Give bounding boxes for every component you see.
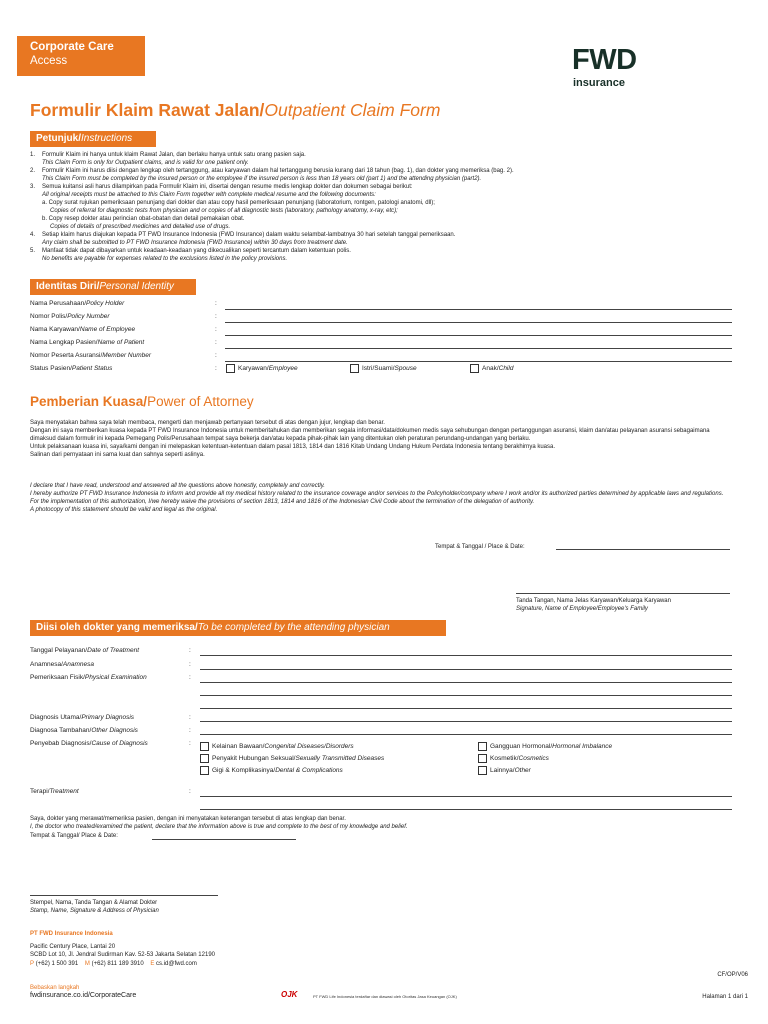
physician-place-date-field[interactable] — [152, 839, 296, 840]
employee-signature-caption: Tanda Tangan, Nama Jelas Karyawan/Keluarga Karyawan Signature, Name of Employee/Employee's Family — [516, 598, 671, 612]
employee-name-field[interactable] — [225, 335, 732, 336]
poa-text-id: Saya menyatakan bahwa saya telah membaca, mengerti dan menjawab pertanyaan tersebut di atas dengan jujur, lengkap dan benar. Dengan ini saya memberikan kuasa kepada PT FWD Insurance Indonesia untuk memberitahukan dan memberikan segala informasi/data/dokumen medis saya sehubungan dengan pertanggungan asuransi, klaim dan/atau pelayanan asuransi sebagaimana dimaksud dalam formulir ini kepada Pemegang Polis/Perusahaan tempat saya bekerja dan/atau kepada pihak-pihak lain yang ditentukan oleh peraturan perundang-undangan yang berlaku. Untuk pelaksanaan kuasa ini, saya/kami dengan ini melepaskan ketentuan-ketentuan dalam pasal 1813, 1814 dan 1816 Kitab Undang Undang Hukum Perdata Indonesia tentang berakhirnya kuasa. Salinan dari pernyataan ini sama kuat dan sahnya seperti aslinya. — [30, 420, 710, 458]
cause-std[interactable]: Penyakit Hubungan Seksual/Sexually Transmitted Diseases — [200, 754, 384, 763]
title-id: Formulir Klaim Rawat Jalan/ — [30, 100, 265, 120]
patient-name-field[interactable] — [225, 348, 732, 349]
status-option-employee[interactable]: Karyawan/Employee — [226, 364, 298, 373]
field-label-policy-holder: Nama Perusahaan/Policy Holder — [30, 300, 125, 307]
page-number: Halaman 1 dari 1 — [702, 994, 748, 1000]
physician-place-date-label: Tempat & Tanggal/ Place & Date: — [30, 833, 118, 839]
physical-exam-field-2[interactable] — [200, 695, 732, 696]
poa-place-date-label: Tempat & Tanggal / Place & Date: — [435, 544, 525, 550]
physician-signature-line[interactable] — [30, 895, 218, 896]
treatment-field[interactable] — [200, 796, 732, 797]
ojk-logo: OJK — [281, 990, 298, 999]
footer-phone: (+62) 1 500 391 — [35, 961, 79, 967]
date-of-treatment-field[interactable] — [200, 655, 732, 656]
field-label-other-diagnosis: Diagnosa Tambahan/Other Diagnosis — [30, 727, 138, 734]
field-label-anamnesa: Anamnesa/Anamnesa — [30, 661, 94, 668]
checkbox-icon[interactable] — [350, 364, 359, 373]
cause-other[interactable]: Lainnya/Other — [478, 766, 531, 775]
badge-sub: Access — [30, 55, 68, 67]
corporate-care-badge — [17, 36, 145, 76]
title-en: Outpatient Claim Form — [264, 100, 441, 120]
employee-signature-line[interactable] — [516, 593, 730, 594]
cause-dental[interactable]: Gigi & Komplikasinya/Dental & Complications — [200, 766, 343, 775]
other-diagnosis-field[interactable] — [200, 734, 732, 735]
footer-address: PT FWD Insurance Indonesia Pacific Century Place, Lantai 20 SCBD Lot 10, Jl. Jendral Sudirman Kav. 52-53 Jakarta Selatan 12190 P (+62) 1 500 391 M (+62) 811 189 3910 E cs.id@fwd.com — [30, 931, 215, 967]
field-label-patient-status: Status Pasien/Patient Status — [30, 365, 113, 372]
badge-title: Corporate Care — [30, 41, 114, 53]
checkbox-icon[interactable] — [478, 754, 487, 763]
poa-title: Pemberian Kuasa/Power of Attorney — [30, 394, 254, 409]
poa-text-en: I declare that I have read, understood and answered all the questions above honestly, completely and correctly. I hereby authorize PT FWD Insurance Indonesia to inform and provide all my medical history related to the insurance coverage and/or services to the Policyholder/company where I work and/or its authorized parties determined by applicable laws and regulations. For the implementation of this authorization, I/we hereby waive the provisions of section 1813, 1814 and 1816 of the Indonesian Civil Code about the termination of the delegation of authority. A photocopy of this statement should be valid and legal as the original. — [30, 483, 724, 513]
physician-header: Diisi oleh dokter yang memeriksa/To be completed by the attending physician — [30, 620, 446, 636]
cause-cosmetics[interactable]: Kosmetik/Cosmetics — [478, 754, 549, 763]
poa-place-date-field[interactable] — [556, 549, 730, 550]
checkbox-icon[interactable] — [226, 364, 235, 373]
field-label-employee-name: Nama Karyawan/Name of Employee — [30, 326, 136, 333]
field-label-member-number: Nomor Peserta Asuransi/Member Number — [30, 352, 152, 359]
field-label-cause-of-diagnosis: Penyebab Diagnosis/Cause of Diagnosis — [30, 740, 148, 747]
field-label-patient-name: Nama Lengkap Pasien/Name of Patient — [30, 339, 145, 346]
footer-tagline: Bebaskan langkah — [30, 985, 80, 991]
instructions-header: Petunjuk/Instructions — [30, 131, 156, 147]
physical-exam-field[interactable] — [200, 682, 732, 683]
page-title — [30, 100, 440, 121]
footer-website-link[interactable]: fwdinsurance.co.id/CorporateCare — [30, 992, 137, 999]
policy-number-field[interactable] — [225, 322, 732, 323]
field-label-physical-exam: Pemeriksaan Fisik/Physical Examination — [30, 674, 147, 681]
field-label-date-of-treatment: Tanggal Pelayanan/Date of Treatment — [30, 647, 140, 654]
checkbox-icon[interactable] — [200, 742, 209, 751]
checkbox-icon[interactable] — [470, 364, 479, 373]
status-option-spouse[interactable]: Istri/Suami/Spouse — [350, 364, 417, 373]
footer-web — [30, 984, 136, 1000]
footer-mobile: (+62) 811 189 3910 — [91, 961, 144, 967]
cause-congenital[interactable]: Kelainan Bawaan/Congenital Diseases/Disorders — [200, 742, 354, 751]
checkbox-icon[interactable] — [200, 754, 209, 763]
anamnesa-field[interactable] — [200, 669, 732, 670]
physical-exam-field-3[interactable] — [200, 708, 732, 709]
instructions-list: 1. Formulir Klaim ini hanya untuk klaim Rawat Jalan, dan berlaku hanya untuk satu orang pasien saja. This Claim Form is only for Outpatient claims, and is valid for one patient only. 2. Formulir Klaim ini harus diisi dengan lengkap oleh tertanggung, atau karyawan dalam hal tertanggung berusia kurang dari 18 tahun (bag. 1), dan dokter yang memeriksa (bag. 2). This Claim Form must be completed by the insured person or the employee if the insured person is less than 18 years old (part 1) and the attending physician (part2). 3. Semua kuitansi asli harus dilampirkan pada Formulir Klaim ini, disertai dengan resume medis lengkap dokter dan dokumen sebagai berikut: All original receipts must be attached to this Claim Form together with complete medical resume and the following documents: a. Copy surat rujukan pemeriksaan penunjang dari dokter dan atau copy hasil pemeriksaan penunjang (laboratorium, rontgen, patologi anatomi, dll); Copies of referral for diagnostic tests from physician and or copies of all diagnostic tests (laboratory, pathology anatomy, x-ray, etc); b. Copy resep dokter atau perincian obat-obatan dan detail pemakaian obat. Copies of details of prescribed medicines and detailed use of drugs. 4. Setiap klaim harus diajukan kepada PT FWD Insurance Indonesia (FWD Insurance) dalam waktu selambat-lambatnya 30 hari setelah tanggal pemeriksaan. Any claim shall be submitted to PT FWD Insurance Indonesia (FWD Insurance) within 30 days from treatment date. 5. Manfaat tidak dapat dibayarkan untuk keadaan-keadaan yang dikecualikan seperti tercantum dalam ketentuan polis. No benefits are payable for expenses related to the exclusions listed in the policy provisions. — [30, 152, 514, 262]
logo-text: FWD — [572, 44, 637, 76]
field-label-primary-diagnosis: Diagnosis Utama/Primary Diagnosis — [30, 714, 135, 721]
status-option-child[interactable]: Anak/Child — [470, 364, 513, 373]
field-label-treatment: Terapi/Treatment — [30, 788, 79, 795]
checkbox-icon[interactable] — [200, 766, 209, 775]
form-code: CF/OP/V06 — [717, 972, 748, 978]
member-number-field[interactable] — [225, 361, 732, 362]
logo-sub: insurance — [573, 77, 625, 89]
physician-signature-caption: Stempel, Nama, Tanda Tangan & Alamat Dokter Stamp, Name, Signature & Address of Physician — [30, 900, 159, 914]
primary-diagnosis-field[interactable] — [200, 721, 732, 722]
identity-header: Identitas Diri/Personal Identity — [30, 279, 196, 295]
treatment-field-2[interactable] — [200, 809, 732, 810]
footer-email: cs.id@fwd.com — [156, 961, 197, 967]
cause-hormonal[interactable]: Gangguan Hormonal/Hormonal Imbalance — [478, 742, 612, 751]
policy-holder-field[interactable] — [225, 309, 732, 310]
field-label-policy-number: Nomor Polis/Policy Number — [30, 313, 110, 320]
ojk-statement: PT FWD Life Indonesia terdaftar dan diawasi oleh Otoritas Jasa Keuangan (OJK) — [313, 994, 457, 999]
fwd-logo — [572, 46, 672, 92]
checkbox-icon[interactable] — [478, 742, 487, 751]
physician-declaration: Saya, dokter yang merawat/memeriksa pasien, dengan ini menyatakan keterangan tersebut di atas lengkap dan benar. I, the doctor who treated/examined the patient, declare that the information above is true and complete to the best of my knowledge and belief. — [30, 816, 408, 830]
checkbox-icon[interactable] — [478, 766, 487, 775]
